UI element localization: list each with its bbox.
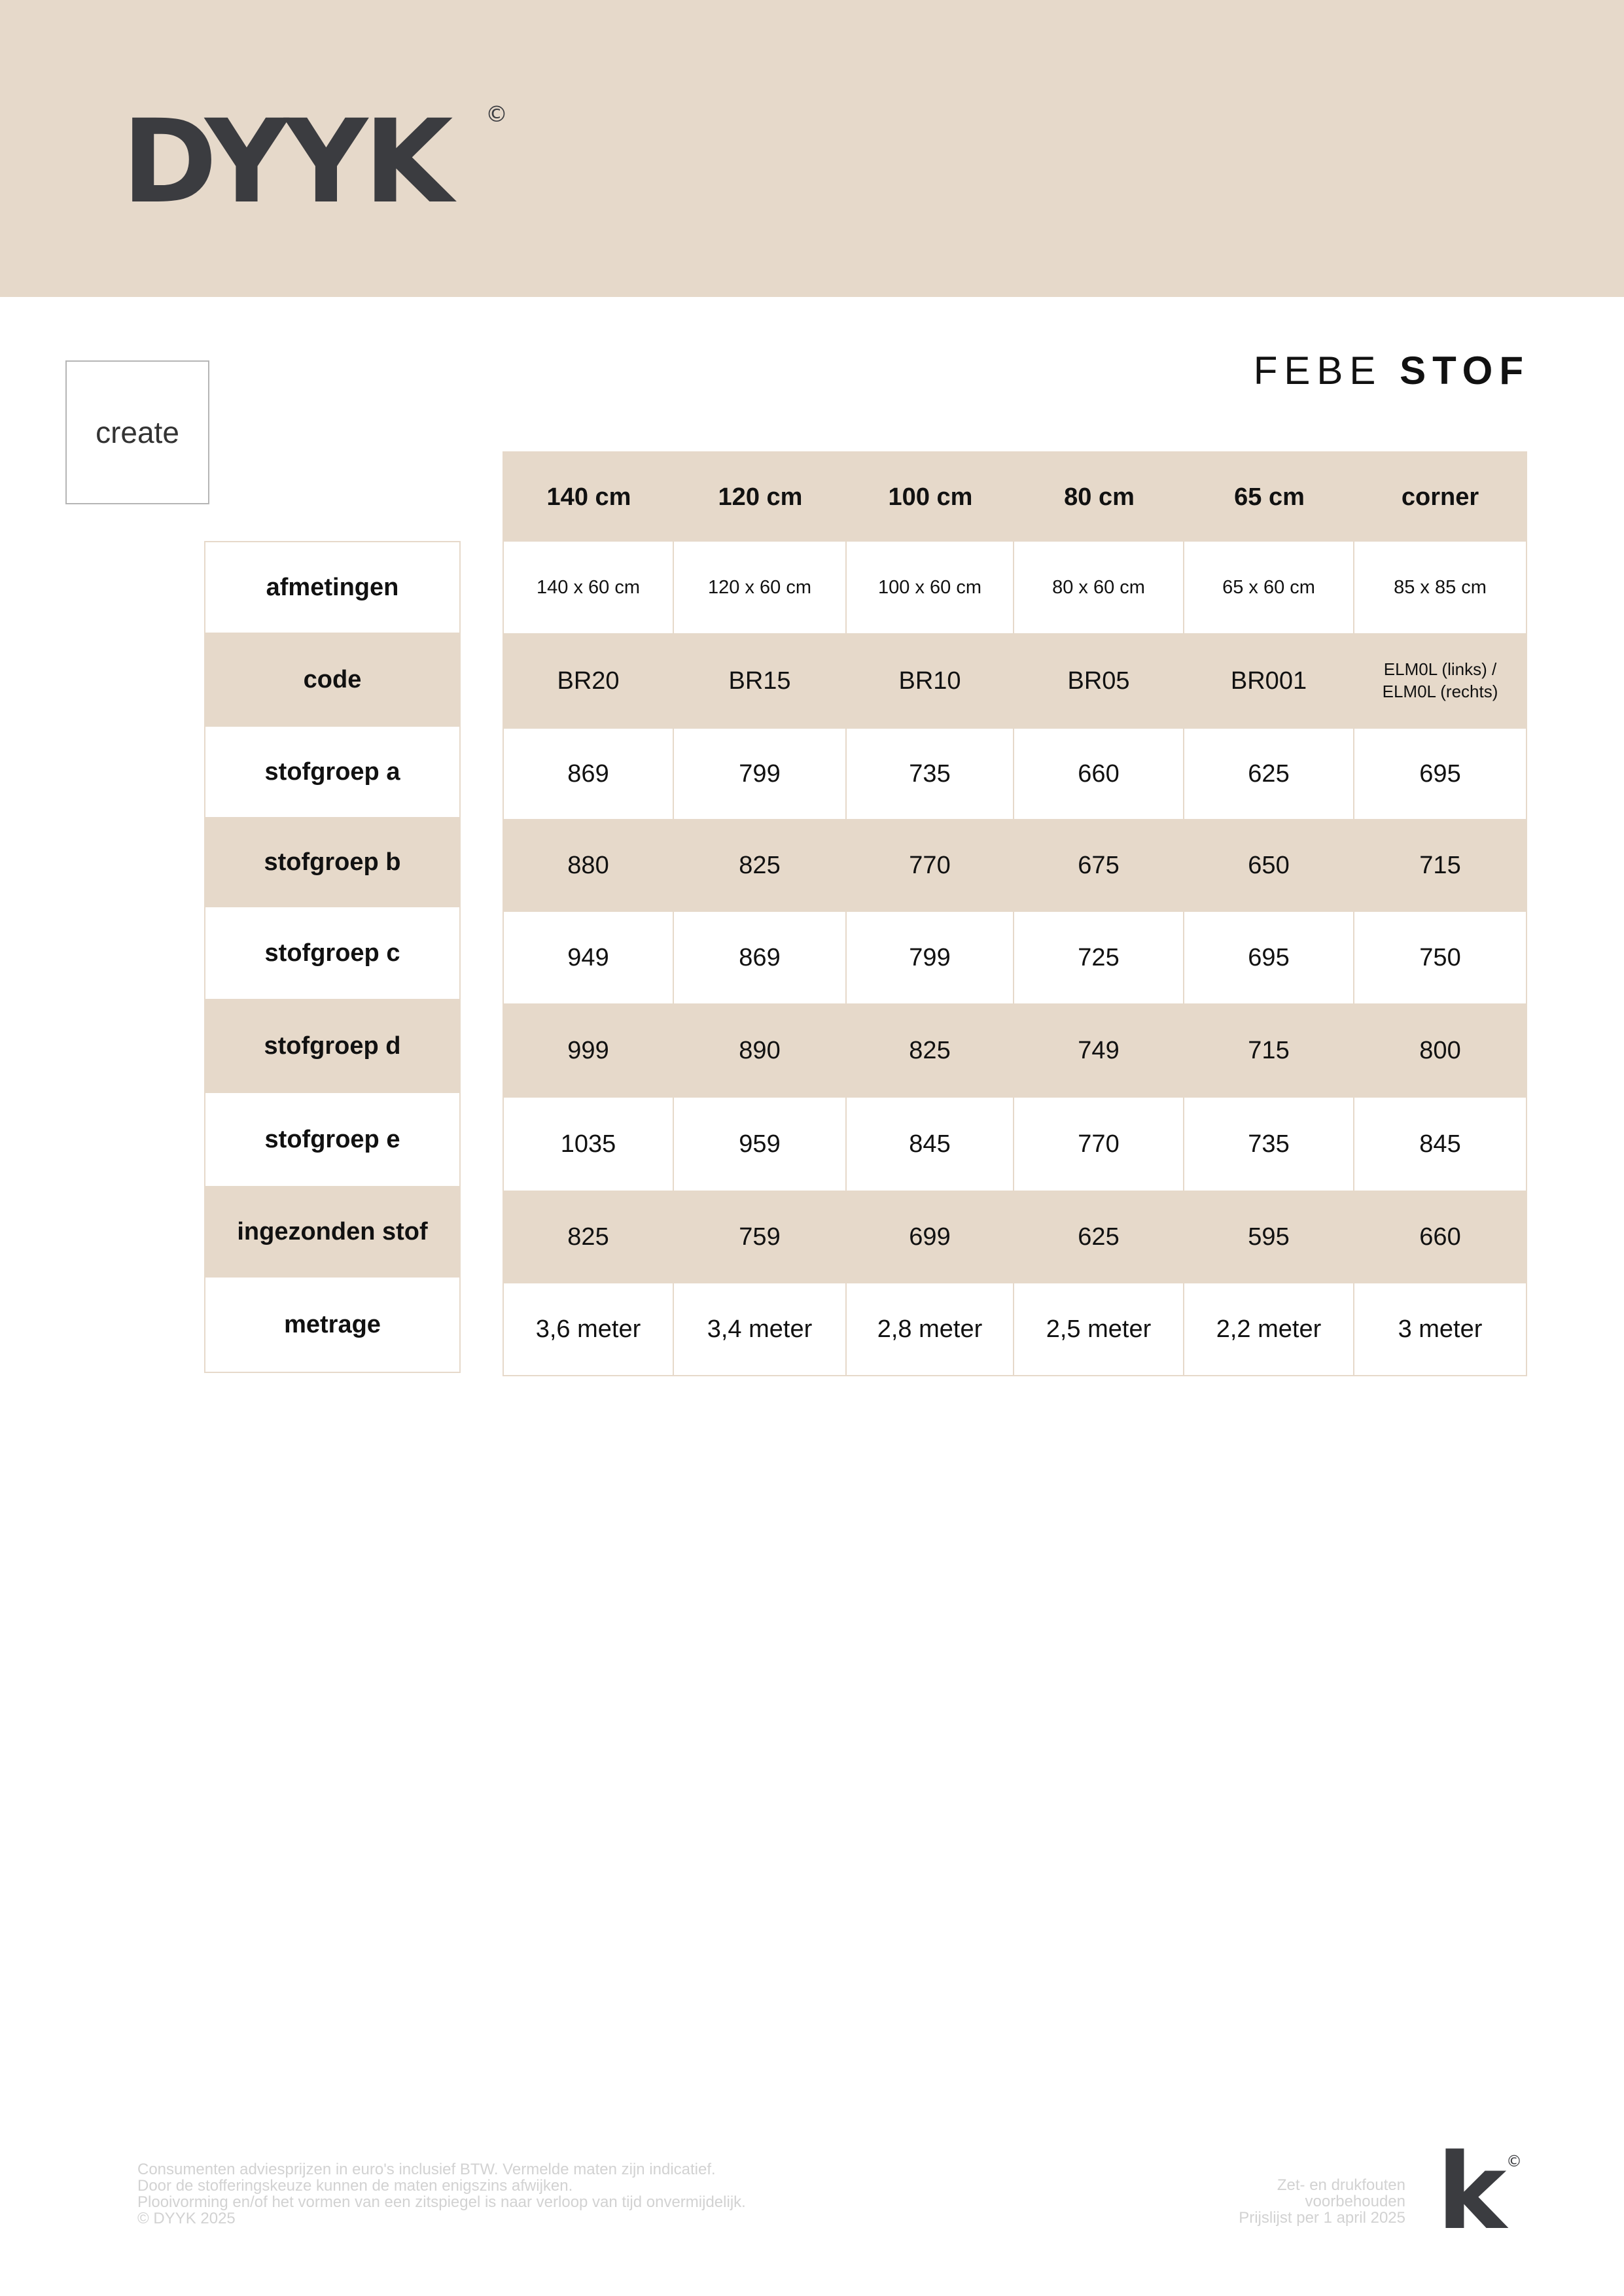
table-cell: 770 (1014, 1098, 1184, 1191)
table-cell: 869 (504, 729, 674, 819)
footer-notes (1112, 2177, 1405, 2226)
column-header: 80 cm (1064, 483, 1135, 511)
table-cell: 85 x 85 cm (1394, 576, 1487, 598)
table-cell: 80 x 60 cm (1014, 542, 1184, 633)
table-cell: 880 (504, 819, 674, 912)
footer-disclaimer (137, 2161, 923, 2227)
table-cell-corner-code (1354, 633, 1526, 729)
table-row (504, 1191, 1526, 1283)
table-cell: 1035 (504, 1098, 674, 1191)
table-row (504, 1098, 1526, 1191)
table-cell: 735 (1184, 1098, 1354, 1191)
table-cell: 695 (1184, 912, 1354, 1003)
table-cell: 3,6 meter (504, 1283, 674, 1375)
corner-code-line: ELM0L (rechts) (1382, 682, 1498, 701)
table-cell: 715 (1419, 851, 1461, 879)
table-cell: 625 (1014, 1191, 1184, 1283)
row-label: stofgroep d (205, 999, 459, 1093)
table-cell: 100 x 60 cm (847, 542, 1014, 633)
table-row (504, 1003, 1526, 1098)
table-cell: 140 x 60 cm (504, 542, 674, 633)
table-cell: 2,5 meter (1014, 1283, 1184, 1375)
table-cell: 725 (1014, 912, 1184, 1003)
row-label: afmetingen (266, 573, 399, 601)
table-row (504, 1283, 1526, 1375)
row-label: stofgroep b (205, 817, 459, 907)
table-cell: 660 (1014, 729, 1184, 819)
price-table (503, 451, 1527, 1376)
row-label: code (205, 633, 459, 727)
table-cell: 959 (674, 1098, 847, 1191)
table-cell: 825 (674, 819, 847, 912)
table-cell: 825 (847, 1003, 1014, 1098)
row-labels (204, 541, 461, 1373)
row-label: ingezonden stof (205, 1186, 459, 1278)
column-header: 120 cm (718, 483, 803, 511)
table-cell: 949 (504, 912, 674, 1003)
logo-copyright-mark: © (485, 101, 508, 128)
table-cell: 650 (1184, 819, 1354, 912)
table-row (504, 819, 1526, 912)
collection-tag: create (65, 360, 209, 504)
table-cell: 845 (847, 1098, 1014, 1191)
table-row (504, 729, 1526, 819)
table-cell: 675 (1014, 819, 1184, 912)
table-cell: 890 (674, 1003, 847, 1098)
row-label: metrage (284, 1310, 381, 1338)
table-cell: 759 (674, 1191, 847, 1283)
table-row (504, 912, 1526, 1003)
table-cell: 3 meter (1398, 1315, 1483, 1343)
table-cell: 715 (1184, 1003, 1354, 1098)
column-header: corner (1401, 483, 1479, 511)
footer-copyright: © DYYK 2025 (137, 2210, 236, 2227)
table-cell: 869 (674, 912, 847, 1003)
corner-code-line: ELM0L (links) / (1383, 659, 1497, 680)
row-label: stofgroep e (264, 1125, 400, 1153)
logo-wordmark: DYYK (122, 95, 450, 209)
table-cell: BR001 (1184, 633, 1354, 729)
footer-logo-letter: k (1437, 2139, 1507, 2231)
footer-line: Door de stofferingskeuze kunnen de maten enigszins afwijken. (137, 2177, 573, 2195)
table-cell: 699 (847, 1191, 1014, 1283)
table-cell: 999 (504, 1003, 674, 1098)
table-cell: 799 (847, 912, 1014, 1003)
row-label: stofgroep c (264, 939, 400, 967)
table-cell: 2,2 meter (1184, 1283, 1354, 1375)
table-cell: BR20 (504, 633, 674, 729)
table-cell: 3,4 meter (674, 1283, 847, 1375)
table-row (504, 542, 1526, 633)
title-bold: STOF (1400, 349, 1530, 392)
table-row (504, 633, 1526, 729)
footer-logo-mark: © (1506, 2152, 1522, 2170)
footer-line: Consumenten adviesprijzen in euro's inclusief BTW. Vermelde maten zijn indicatief. (137, 2161, 716, 2178)
table-cell: 750 (1419, 943, 1461, 971)
table-cell: 800 (1419, 1036, 1461, 1064)
column-header: 65 cm (1234, 483, 1305, 511)
table-cell: 625 (1184, 729, 1354, 819)
title-light: FEBE (1253, 349, 1383, 392)
column-header: 140 cm (546, 483, 631, 511)
table-cell: 660 (1419, 1223, 1461, 1251)
table-cell: 845 (1419, 1130, 1461, 1158)
table-cell: 799 (674, 729, 847, 819)
footer-line: Plooivorming en/of het vormen van een zitspiegel is naar verloop van tijd onvermijdelijk. (137, 2193, 746, 2211)
table-cell: 695 (1419, 759, 1461, 788)
table-cell: 2,8 meter (847, 1283, 1014, 1375)
table-cell: 749 (1014, 1003, 1184, 1098)
row-label: stofgroep a (264, 757, 400, 786)
table-cell: 65 x 60 cm (1184, 542, 1354, 633)
dyyk-logo (122, 85, 514, 209)
footer-k-logo (1437, 2139, 1522, 2231)
table-cell: BR15 (674, 633, 847, 729)
table-cell: BR05 (1014, 633, 1184, 729)
column-header: 100 cm (888, 483, 973, 511)
table-cell: 770 (847, 819, 1014, 912)
table-cell: BR10 (847, 633, 1014, 729)
table-cell: 120 x 60 cm (674, 542, 847, 633)
footer-note-line: Zet- en drukfouten (1277, 2176, 1405, 2194)
footer-pricelist-date: Prijslijst per 1 april 2025 (1239, 2209, 1405, 2227)
table-header-row (504, 453, 1526, 542)
table-cell: 825 (504, 1191, 674, 1283)
table-cell: 735 (847, 729, 1014, 819)
page-title (1254, 348, 1530, 400)
footer-note-line: voorbehouden (1305, 2193, 1405, 2210)
table-cell: 595 (1184, 1191, 1354, 1283)
